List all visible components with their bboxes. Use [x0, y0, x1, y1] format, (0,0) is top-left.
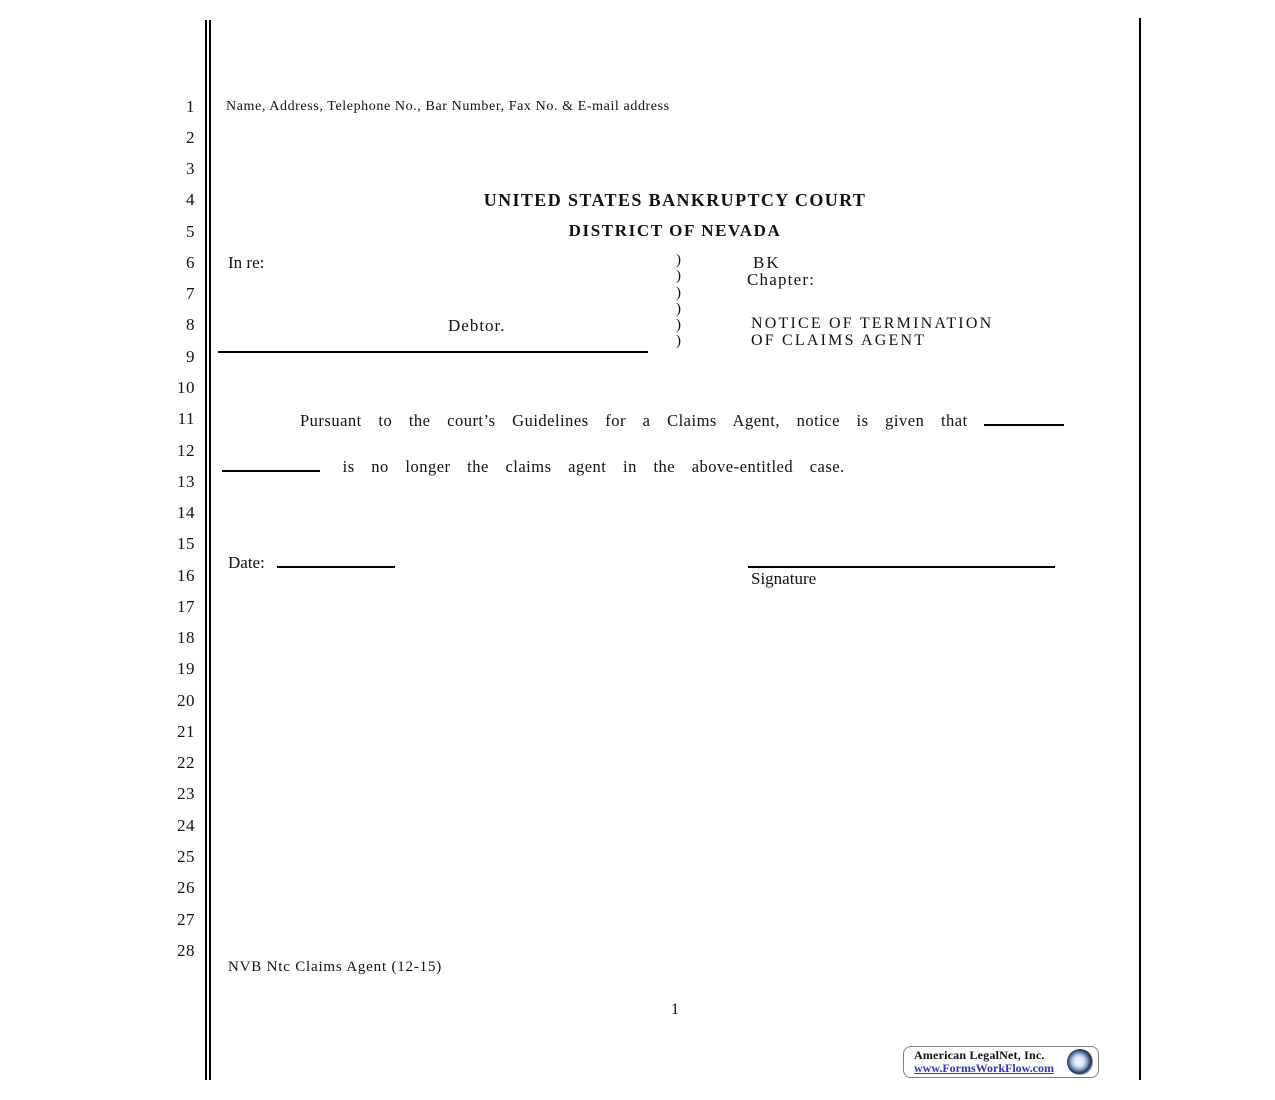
line-number: 6: [186, 252, 195, 272]
pleading-double-rule: [205, 20, 211, 1080]
line-number: 25: [177, 847, 195, 866]
caption-paren: ): [676, 252, 681, 268]
line-number: 10: [177, 378, 195, 398]
line-number: 3: [186, 159, 195, 179]
page-number: 1: [671, 1001, 679, 1018]
line-number: 21: [177, 721, 195, 741]
caption-paren: ): [676, 300, 681, 317]
legalnet-company-name: American LegalNet, Inc.: [914, 1048, 1045, 1062]
legalnet-badge: [903, 1046, 1099, 1078]
line-number: 20: [177, 690, 195, 710]
in-re-label: In re:: [228, 253, 265, 272]
claims-agent-name-blank-1[interactable]: [984, 409, 1064, 426]
date-row: [228, 551, 395, 573]
body-paragraph-line1-text: Pursuant to the court’s Guidelines for a Claims Agent, notice is given that: [300, 411, 968, 430]
line-number: 4: [186, 190, 195, 210]
form-id: NVB Ntc Claims Agent (12-15): [228, 959, 443, 975]
court-district: DISTRICT OF NEVADA: [568, 221, 782, 240]
line-number: 28: [177, 940, 195, 960]
line-number: 8: [186, 315, 195, 335]
line-number: 14: [177, 503, 195, 523]
legalnet-globe-logo-icon: [1067, 1049, 1093, 1075]
legalnet-badge-text: [914, 1049, 1054, 1075]
line-number: 1: [186, 96, 195, 116]
caption-divider-parens: [676, 252, 681, 350]
legalnet-url-link[interactable]: www.FormsWorkFlow.com: [914, 1061, 1054, 1075]
debtor-underline: [218, 351, 648, 353]
line-number: 26: [177, 878, 195, 898]
pleading-right-rule: [1139, 18, 1141, 1080]
debtor-label: Debtor.: [448, 316, 506, 335]
notice-title-line1: NOTICE OF TERMINATION: [751, 315, 994, 332]
date-blank[interactable]: [277, 551, 395, 568]
line-number: 15: [177, 534, 195, 554]
signature-line[interactable]: [748, 566, 1055, 568]
line-number: 11: [177, 409, 195, 429]
case-number-label: BK: [753, 253, 781, 272]
line-number: 7: [186, 284, 195, 304]
body-paragraph-line2-text: is no longer the claims agent in the above-entitled case.: [342, 457, 845, 476]
line-number: 27: [177, 909, 195, 929]
line-number: 18: [177, 628, 195, 648]
line-number: 16: [177, 565, 195, 585]
line-number-column: [0, 91, 195, 966]
line-number: 23: [177, 784, 195, 804]
court-title: UNITED STATES BANKRUPTCY COURT: [483, 190, 867, 210]
date-label: Date:: [228, 553, 265, 572]
line-number: 22: [177, 753, 195, 773]
body-paragraph-line1: [300, 409, 1064, 431]
signature-label: Signature: [751, 569, 817, 588]
line-number: 9: [186, 346, 195, 366]
claims-agent-name-blank-2[interactable]: [222, 455, 320, 472]
caption-paren: ): [676, 268, 681, 285]
line-number: 24: [177, 815, 195, 835]
line-number: 19: [177, 659, 195, 679]
line-number: 13: [177, 471, 195, 491]
notice-title-line2: OF CLAIMS AGENT: [751, 332, 927, 349]
chapter-label: Chapter:: [747, 270, 816, 289]
caption-paren: ): [676, 333, 681, 350]
body-paragraph-line2: [222, 455, 845, 477]
line-number: 2: [186, 127, 195, 147]
line-number: 17: [177, 596, 195, 616]
line-number: 5: [186, 221, 195, 241]
caption-paren: ): [676, 284, 681, 301]
caption-paren: ): [676, 317, 681, 334]
attorney-info-label: Name, Address, Telephone No., Bar Number, Fax No. & E-mail address: [226, 99, 670, 114]
line-number: 12: [177, 440, 195, 460]
